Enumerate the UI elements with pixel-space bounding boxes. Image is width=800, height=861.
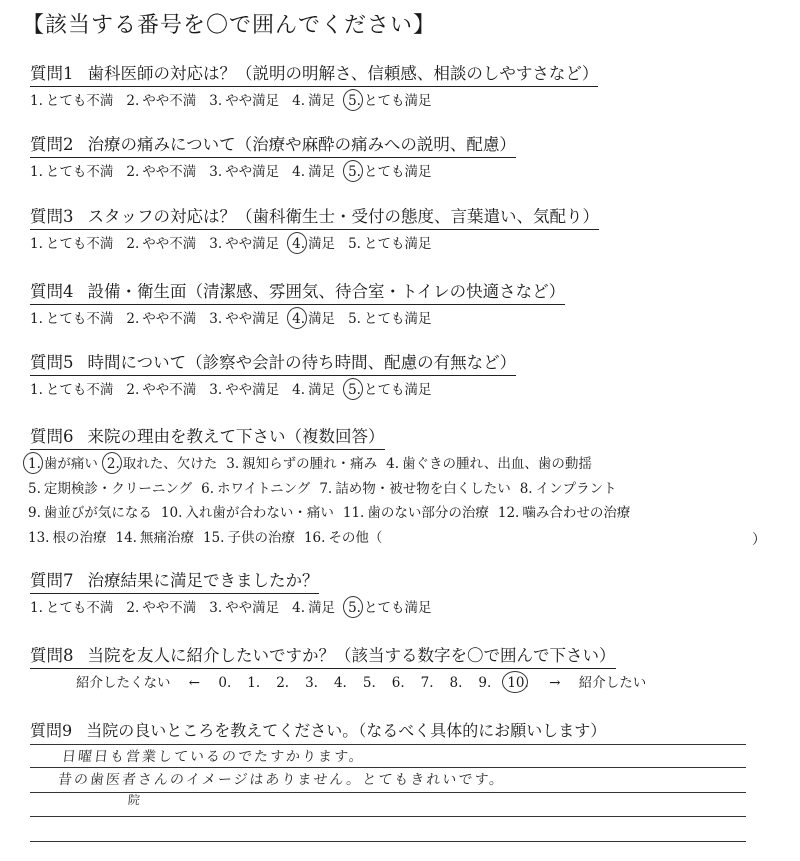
- option-number: 2.: [106, 456, 120, 472]
- q7-options: [30, 599, 444, 617]
- q5-number: 質問5: [30, 353, 74, 372]
- q3-number: 質問3: [30, 207, 74, 226]
- q1-text: 歯科医師の対応は？（説明の明解さ、信頼感、相談のしやすさなど）: [87, 64, 599, 83]
- q7-number: 質問7: [30, 571, 74, 590]
- q4-options: [30, 310, 444, 328]
- answer-line: [30, 816, 746, 817]
- q2-option-3[interactable]: [209, 163, 279, 181]
- q7-heading: [30, 571, 319, 594]
- option-number: 1.: [30, 236, 43, 252]
- option-number: 4.: [292, 311, 306, 327]
- q1-option-1[interactable]: [30, 92, 113, 110]
- q8-scale: [218, 675, 544, 691]
- option-number: 10.: [160, 505, 183, 521]
- option-number: 5.: [348, 382, 361, 398]
- option-label: とても満足: [363, 164, 432, 180]
- q3-option-4[interactable]: [292, 235, 335, 253]
- option-number: 2.: [126, 93, 140, 109]
- option-label: やや不満: [142, 382, 197, 398]
- q8-score-option[interactable]: 8.: [449, 675, 463, 691]
- option-number: 1.: [28, 456, 41, 472]
- q6-reason-option[interactable]: [226, 455, 377, 473]
- option-label: 歯並びが気になる: [43, 505, 152, 521]
- option-number: 4.: [292, 382, 306, 398]
- option-number: 3.: [209, 382, 223, 398]
- q8-score-option[interactable]: 6.: [391, 675, 405, 691]
- q1-heading: [30, 64, 598, 87]
- option-number: 4.: [292, 600, 306, 616]
- q6-reason-option[interactable]: [28, 455, 98, 473]
- option-label: 満足: [308, 236, 336, 252]
- option-label: 歯が痛い: [43, 456, 98, 472]
- option-label: 噛み合わせの治療: [522, 505, 631, 521]
- option-label: とても不満: [45, 311, 114, 327]
- option-label: やや満足: [225, 311, 280, 327]
- option-number: 4.: [292, 93, 306, 109]
- option-number: 4.: [386, 456, 400, 472]
- q7-option-5[interactable]: [348, 599, 431, 617]
- option-label: インプラント: [535, 481, 617, 497]
- q6-reason-option[interactable]: [343, 504, 489, 522]
- right-arrow-icon: →: [549, 675, 561, 691]
- option-label: とても満足: [363, 382, 432, 398]
- handwritten-correction: 院: [127, 793, 143, 807]
- q7-option-4[interactable]: [292, 599, 335, 617]
- option-number: 1.: [30, 164, 43, 180]
- q8-left-label: 紹介したくない: [76, 675, 171, 691]
- q6-reason-option[interactable]: [115, 529, 193, 547]
- option-label: 歯のない部分の治療: [367, 505, 489, 521]
- option-number: 3.: [209, 311, 223, 327]
- left-arrow-icon: ←: [188, 675, 201, 691]
- q8-score-option[interactable]: 0.: [218, 675, 232, 691]
- option-label: 満足: [308, 164, 336, 180]
- q8-score-option[interactable]: 7.: [420, 675, 434, 691]
- option-number: 12.: [497, 505, 520, 521]
- option-number: 2.: [126, 382, 140, 398]
- q5-option-2[interactable]: [126, 381, 196, 399]
- q2-option-1[interactable]: [30, 163, 113, 181]
- option-label: 歯ぐきの腫れ、出血、歯の動揺: [402, 456, 592, 472]
- q3-option-1[interactable]: [30, 235, 113, 253]
- option-number: 4.: [292, 236, 306, 252]
- q5-option-5[interactable]: [348, 381, 431, 399]
- option-label: ホワイトニング: [217, 481, 311, 497]
- q1-option-3[interactable]: [209, 92, 279, 110]
- q6-other-close: ）: [752, 532, 766, 548]
- q4-number: 質問4: [30, 282, 74, 301]
- q7-option-2[interactable]: [126, 599, 196, 617]
- q1-options: [30, 92, 444, 110]
- option-label: やや満足: [225, 164, 280, 180]
- option-label: 詰め物・被せ物を白くしたい: [335, 481, 511, 497]
- option-number: 11.: [342, 505, 365, 521]
- q8-score-option[interactable]: 5.: [362, 675, 376, 691]
- option-label: やや不満: [142, 164, 197, 180]
- option-label: とても満足: [363, 600, 432, 616]
- q6-reason-option[interactable]: [319, 480, 510, 498]
- option-number: 7.: [319, 481, 333, 497]
- q5-option-4[interactable]: [292, 381, 335, 399]
- q5-text: 時間について（診察や会計の待ち時間、配慮の有無など）: [87, 353, 517, 372]
- option-number: 2.: [126, 311, 140, 327]
- q8-score-option[interactable]: 1.: [247, 675, 261, 691]
- option-number: 3.: [209, 164, 223, 180]
- q3-heading: [30, 207, 599, 230]
- option-label: 取れた、欠けた: [122, 456, 218, 472]
- q7-text: 治療結果に満足できましたか？: [87, 571, 319, 590]
- option-label: やや満足: [225, 382, 280, 398]
- option-number: 3.: [209, 93, 223, 109]
- q1-option-4[interactable]: [292, 92, 335, 110]
- q6-reason-option[interactable]: [161, 504, 334, 522]
- option-label: 満足: [308, 311, 336, 327]
- q8-text: 当院を友人に紹介したいですか？（該当する数字を〇で囲んで下さい）: [87, 646, 616, 665]
- answer-line: [30, 744, 746, 745]
- q3-option-5[interactable]: [348, 235, 431, 253]
- option-number: 4.: [292, 164, 306, 180]
- q6-row: [28, 480, 626, 498]
- q7-option-1[interactable]: [30, 599, 113, 617]
- q6-reason-option[interactable]: [520, 480, 617, 498]
- option-number: 1.: [30, 93, 43, 109]
- q7-option-3[interactable]: [209, 599, 279, 617]
- answer-line: [30, 767, 746, 768]
- option-label: 満足: [308, 382, 336, 398]
- q8-score-option[interactable]: 3.: [305, 675, 318, 691]
- option-number: 15.: [202, 530, 225, 546]
- option-number: 5.: [348, 236, 361, 252]
- q6-number: 質問6: [30, 427, 74, 446]
- option-number: 3.: [209, 600, 223, 616]
- q9-number: 質問9: [30, 721, 73, 740]
- q6-text: 来院の理由を教えて下さい（複数回答）: [87, 427, 385, 446]
- option-label: やや不満: [142, 311, 197, 327]
- q2-text: 治療の痛みについて（治療や麻酔の痛みへの説明、配慮）: [87, 135, 516, 154]
- option-label: その他（: [328, 530, 383, 546]
- q6-reason-option[interactable]: [28, 480, 192, 498]
- option-label: やや不満: [142, 600, 197, 616]
- q6-reason-option[interactable]: [28, 529, 106, 547]
- option-label: 満足: [308, 600, 336, 616]
- q6-reason-option[interactable]: [107, 455, 217, 473]
- q5-heading: [30, 353, 516, 376]
- option-number: 6.: [201, 481, 215, 497]
- q8-score-option[interactable]: 2.: [276, 675, 290, 691]
- option-number: 8.: [519, 481, 533, 497]
- option-number: 5.: [348, 600, 361, 616]
- q6-heading: [30, 427, 385, 450]
- q2-options: [30, 163, 444, 181]
- q4-option-2[interactable]: [126, 310, 196, 328]
- q6-reason-option[interactable]: [201, 480, 310, 498]
- option-label: やや満足: [225, 236, 280, 252]
- option-number: 2.: [126, 236, 140, 252]
- q4-option-3[interactable]: [209, 310, 279, 328]
- option-label: とても満足: [363, 93, 432, 109]
- q5-option-1[interactable]: [30, 381, 113, 399]
- option-label: 定期検診・クリーニング: [43, 481, 193, 497]
- q8-scale-row: [76, 674, 646, 692]
- option-number: 3.: [209, 236, 223, 252]
- option-number: 5.: [348, 93, 361, 109]
- option-label: 入れ歯が合わない・痛い: [185, 505, 334, 521]
- q6-reason-option[interactable]: [304, 529, 382, 547]
- q5-options: [30, 381, 444, 399]
- handwritten-answer-2: 昔の歯医者さんのイメージはありません。とてもきれいです。: [57, 772, 507, 788]
- q1-option-5[interactable]: [348, 92, 431, 110]
- option-label: とても不満: [45, 236, 114, 252]
- option-number: 9.: [28, 505, 41, 521]
- option-number: 16.: [303, 530, 326, 546]
- answer-line: [30, 792, 746, 793]
- option-label: とても不満: [45, 164, 114, 180]
- option-number: 1.: [30, 600, 43, 616]
- option-number: 2.: [126, 164, 140, 180]
- q1-number: 質問1: [30, 64, 74, 83]
- q2-option-4[interactable]: [292, 163, 335, 181]
- q6-reason-option[interactable]: [28, 504, 152, 522]
- answer-line: [30, 841, 746, 842]
- q2-number: 質問2: [30, 135, 74, 154]
- q4-option-4[interactable]: [292, 310, 335, 328]
- option-label: とても不満: [45, 600, 114, 616]
- q3-option-2[interactable]: [126, 235, 196, 253]
- option-number: 13.: [28, 530, 50, 546]
- q2-option-2[interactable]: [126, 163, 196, 181]
- q3-option-3[interactable]: [209, 235, 279, 253]
- q8-score-option[interactable]: 9.: [478, 675, 492, 691]
- option-number: 5.: [28, 481, 41, 497]
- q6-row: [28, 529, 391, 547]
- q4-heading: [30, 282, 565, 305]
- option-number: 2.: [126, 600, 140, 616]
- option-label: やや不満: [142, 236, 197, 252]
- q8-score-option[interactable]: 4.: [333, 675, 347, 691]
- q8-score-option[interactable]: 10.: [507, 675, 529, 691]
- option-label: やや満足: [225, 600, 280, 616]
- option-label: 無痛治療: [139, 530, 194, 546]
- option-label: 子供の治療: [227, 530, 295, 546]
- option-label: とても満足: [363, 236, 432, 252]
- q2-heading: [30, 135, 516, 158]
- option-number: 5.: [348, 311, 361, 327]
- q4-option-1[interactable]: [30, 310, 113, 328]
- q3-text: スタッフの対応は？（歯科衛生士・受付の態度、言葉遣い、気配り）: [87, 207, 599, 226]
- q4-option-5[interactable]: [348, 310, 431, 328]
- q4-text: 設備・衛生面（清潔感、雰囲気、待合室・トイレの快適さなど）: [87, 282, 566, 301]
- option-label: とても不満: [45, 382, 114, 398]
- q8-right-label: 紹介したい: [578, 675, 647, 691]
- option-number: 3.: [226, 456, 240, 472]
- option-label: 満足: [308, 93, 336, 109]
- q6-reason-option[interactable]: [386, 455, 592, 473]
- option-label: とても満足: [363, 311, 432, 327]
- option-number: 5.: [348, 164, 361, 180]
- option-label: 親知らずの腫れ・痛み: [242, 456, 378, 472]
- option-number: 1.: [30, 311, 43, 327]
- q6-reason-option[interactable]: [203, 529, 295, 547]
- q6-row: [28, 504, 639, 522]
- q3-options: [30, 235, 444, 253]
- q8-heading: [30, 646, 616, 669]
- page-title: 【該当する番号を〇で囲んでください】: [22, 13, 437, 38]
- handwritten-answer-1: 日曜日も営業しているのでたすかります。: [61, 749, 366, 765]
- q2-option-5[interactable]: [348, 163, 431, 181]
- option-label: やや不満: [142, 93, 197, 109]
- q9-text: 当院の良いところを教えてください。（なるべく具体的にお願いします）: [86, 721, 607, 740]
- q8-number: 質問8: [30, 646, 74, 665]
- option-label: とても不満: [45, 93, 114, 109]
- q6-row: [28, 455, 601, 473]
- option-number: 14.: [115, 530, 137, 546]
- option-number: 1.: [30, 382, 43, 398]
- q6-reason-option[interactable]: [498, 504, 630, 522]
- option-label: やや満足: [225, 93, 280, 109]
- q9-heading: [30, 718, 606, 741]
- option-label: 根の治療: [52, 530, 107, 546]
- q5-option-3[interactable]: [209, 381, 279, 399]
- q1-option-2[interactable]: [126, 92, 196, 110]
